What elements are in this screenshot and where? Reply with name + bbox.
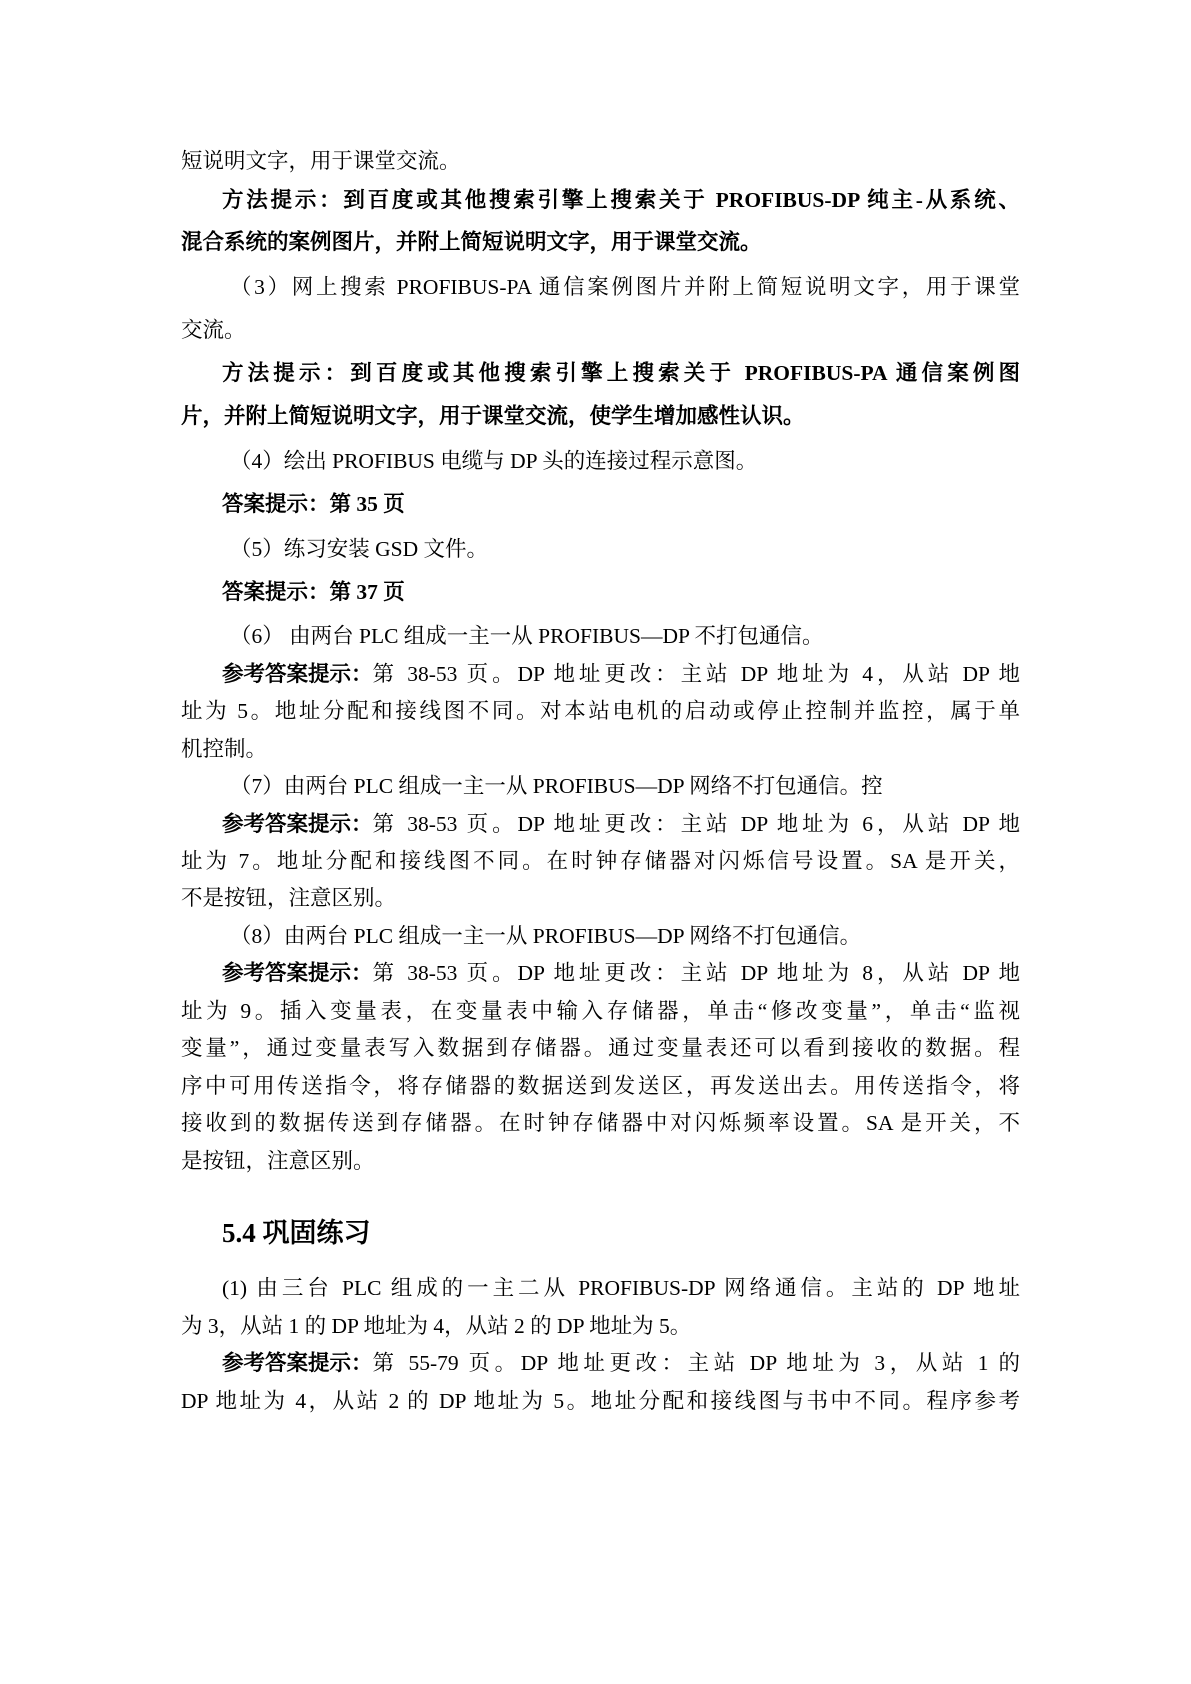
reference-answer-text: 第 38-53 页。DP 地址更改：主站 DP 地址为 6，从站 DP 地 [372, 812, 1020, 836]
question-line: （8）由两台 PLC 组成一主一从 PROFIBUS—DP 网络不打包通信。 [230, 924, 862, 948]
question-line: （5）练习安装 GSD 文件。 [230, 537, 489, 561]
text-line: 不是按钮，注意区别。 [181, 886, 397, 910]
text-line: 接收到的数据传送到存储器。在时钟存储器中对闪烁频率设置。SA 是开关，不 [181, 1111, 1020, 1135]
question-line: （7）由两台 PLC 组成一主一从 PROFIBUS—DP 网络不打包通信。控 [230, 774, 883, 798]
question-line: （4）绘出 PROFIBUS 电缆与 DP 头的连接过程示意图。 [230, 449, 758, 473]
text-line: 交流。 [181, 318, 246, 342]
answer-hint-line: 答案提示：第 35 页 [222, 492, 405, 516]
text-line: 址为 7。地址分配和接线图不同。在时钟存储器对闪烁信号设置。SA 是开关， [181, 849, 1020, 873]
reference-answer-line [222, 1348, 1020, 1378]
text-line: 变量”，通过变量表写入数据到存储器。通过变量表还可以看到接收的数据。程 [181, 1036, 1020, 1060]
reference-answer-label: 参考答案提示： [222, 961, 373, 985]
reference-answer-line [222, 809, 1020, 839]
reference-answer-text: 第 38-53 页。DP 地址更改：主站 DP 地址为 8，从站 DP 地 [372, 961, 1020, 985]
question-line: （3）网上搜索 PROFIBUS-PA 通信案例图片并附上简短说明文字，用于课堂 [230, 275, 1020, 299]
reference-answer-text: 第 55-79 页。DP 地址更改：主站 DP 地址为 3，从站 1 的 [372, 1351, 1020, 1375]
text-line: 是按钮，注意区别。 [181, 1149, 375, 1173]
reference-answer-line [222, 958, 1020, 988]
reference-answer-line [222, 659, 1020, 689]
reference-answer-text: 第 38-53 页。DP 地址更改：主站 DP 地址为 4，从站 DP 地 [372, 662, 1020, 686]
question-line: （6） 由两台 PLC 组成一主一从 PROFIBUS—DP 不打包通信。 [230, 624, 824, 648]
method-hint-line: 混合系统的案例图片，并附上简短说明文字，用于课堂交流。 [181, 230, 762, 254]
text-line: DP 地址为 4，从站 2 的 DP 地址为 5。地址分配和接线图与书中不同。程序参考 [181, 1389, 1020, 1413]
text-line: 序中可用传送指令，将存储器的数据送到发送区，再发送出去。用传送指令，将 [181, 1074, 1020, 1098]
reference-answer-label: 参考答案提示： [222, 812, 373, 836]
method-hint-line: 方法提示：到百度或其他搜索引擎上搜索关于 PROFIBUS-DP 纯主-从系统、 [222, 188, 1020, 212]
section-heading: 5.4 巩固练习 [222, 1218, 371, 1248]
answer-hint-line: 答案提示：第 37 页 [222, 580, 405, 604]
method-hint-line: 方法提示：到百度或其他搜索引擎上搜索关于 PROFIBUS-PA 通信案例图 [222, 361, 1020, 385]
text-line: 为 3，从站 1 的 DP 地址为 4，从站 2 的 DP 地址为 5。 [181, 1314, 692, 1338]
question-line: (1) 由三台 PLC 组成的一主二从 PROFIBUS-DP 网络通信。主站的 DP 地址 [222, 1276, 1020, 1300]
text-line: 机控制。 [181, 737, 268, 761]
reference-answer-label: 参考答案提示： [222, 1351, 373, 1375]
text-line: 址为 9。插入变量表，在变量表中输入存储器，单击“修改变量”，单击“监视 [181, 999, 1020, 1023]
reference-answer-label: 参考答案提示： [222, 662, 373, 686]
text-line: 址为 5。地址分配和接线图不同。对本站电机的启动或停止控制并监控，属于单 [181, 699, 1020, 723]
text-line: 短说明文字，用于课堂交流。 [181, 149, 461, 173]
method-hint-line: 片，并附上简短说明文字，用于课堂交流，使学生增加感性认识。 [181, 404, 805, 428]
